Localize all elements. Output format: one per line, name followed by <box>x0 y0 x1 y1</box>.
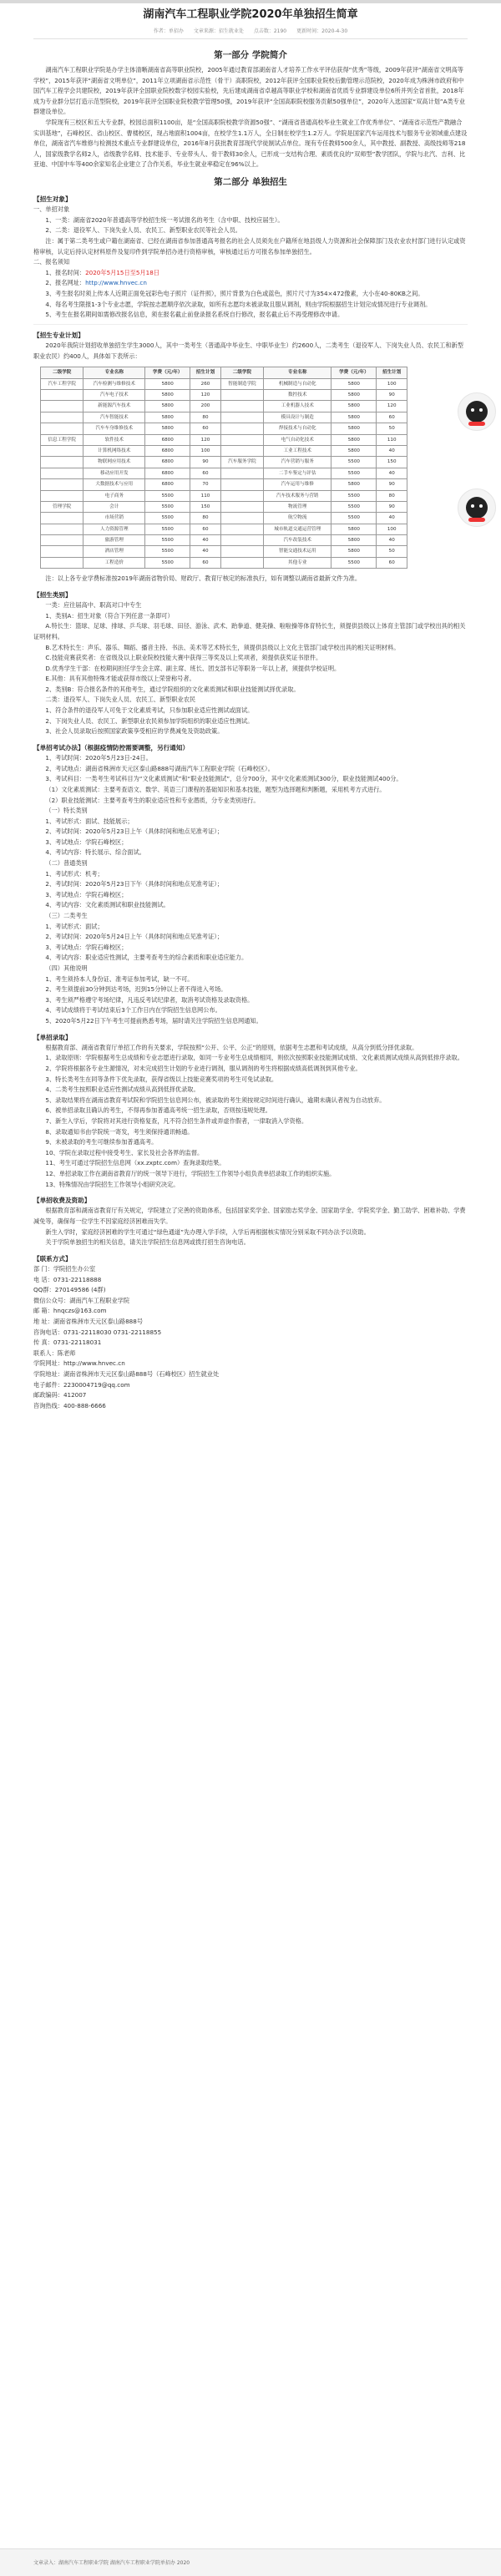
exam-line: 4、考试成绩将于考试结束后3个工作日内在学院招生信息网公布。 <box>45 1006 221 1015</box>
table-cell: 6800 <box>145 468 190 478</box>
table-cell <box>220 390 263 401</box>
table-cell: 智能制造学院 <box>220 378 263 389</box>
exam-line: 2、考生须提前30分钟到达考场，迟到15分钟以上者不得进入考场。 <box>45 985 227 994</box>
admission-text <box>33 1043 468 1190</box>
table-cell: 60 <box>190 423 220 434</box>
exam-line: 1、考生须持本人身份证、准考证参加考试，缺一不可。 <box>45 974 194 983</box>
section-title-category: 【招生类别】 <box>33 590 72 599</box>
table-cell: 5500 <box>145 524 190 534</box>
reg-time-label: 1、报名时间： <box>45 268 86 276</box>
admission-line: 根据教育部、湖南省教育厅单招工作的有关要求，学院按照“公开、公平、公正”的原则，依据考生志愿和考试成绩，从高分到低分择优录取。 <box>45 1043 418 1051</box>
table-cell: 智能交通技术运用 <box>264 546 331 557</box>
table-row <box>41 479 407 490</box>
table-row <box>41 378 407 389</box>
exam-line: （2）职业技能测试：主要考查考生的职业适应性和专业潜质，分专业类别进行。 <box>45 796 260 804</box>
exam-line: 3、考试地点：学院石峰校区； <box>45 838 128 846</box>
meta-source: 文章来源：招生就业处 <box>193 28 244 34</box>
category-line: 2、下岗失业人员、农民工、新型职业农民须参加学院组织的职业适应性测试。 <box>45 716 254 725</box>
table-cell: 汽车运用与维修 <box>264 479 331 490</box>
table-cell <box>220 535 263 546</box>
fees-line: 根据教育部和湖南省教育厅有关规定，学院建立了完善的资助体系，包括国家奖学金、国家励志奖学金、国家助学金、学院奖学金、勤工助学、困难补助、学费减免等，确保每一位学生不因家庭经济困难而失学。 <box>33 1207 466 1226</box>
table-cell <box>220 412 263 423</box>
contact-line: 学院网址：http://www.hnvec.cn <box>33 1359 125 1368</box>
table-cell: 6800 <box>145 445 190 456</box>
table-cell: 90 <box>377 479 407 490</box>
table-cell: 5800 <box>331 524 377 534</box>
category-line: 1、符合条件的退役军人可免于文化素质考试，只参加职业适应性测试或面试。 <box>45 706 254 715</box>
admission-line: 11、考生可通过学院招生信息网（xx.zxptc.com）查询录取结果。 <box>45 1159 225 1167</box>
table-cell <box>220 513 263 524</box>
table-row <box>41 513 407 524</box>
col-header: 学费（元/年） <box>145 367 190 378</box>
category-text <box>33 600 468 737</box>
table-cell: 40 <box>190 546 220 557</box>
mascot-icon <box>466 401 488 423</box>
mascot-icon <box>466 497 488 519</box>
body-text: 2020年我院计划招收单独招生学生3000人，其中一类考生（普通高中毕业生、中职毕业生）约2600人，二类考生（退役军人、下岗失业人员、农民工和新型职业农民）约400人，具体如下表所示： <box>33 342 463 360</box>
admission-line: 4、二类考生按照职业适应性测试成绩从高到低择优录取。 <box>45 1086 200 1094</box>
table-cell: 5800 <box>331 479 377 490</box>
contact-line: 微信公众号：湖南汽车工程职业学院 <box>33 1296 130 1304</box>
table-cell: 5500 <box>145 535 190 546</box>
table-cell: 汽车电子技术 <box>84 390 145 401</box>
table-cell: 5800 <box>145 401 190 412</box>
table-cell: 50 <box>377 546 407 557</box>
exam-line: （二）普通类别 <box>45 859 88 868</box>
table-cell <box>220 557 263 568</box>
contact-line: 地 址：湖南省株洲市天元区泰山路888号 <box>33 1318 144 1326</box>
fees-line: 关于学院单独招生的相关信息，请关注学院招生信息网或拨打招生咨询电话。 <box>45 1238 250 1247</box>
exam-line: 1、考试形式：机考； <box>45 869 104 878</box>
table-cell: 会计 <box>84 501 145 512</box>
table-cell: 汽车服务学院 <box>220 457 263 468</box>
admission-line: 13、特殊情况由学院招生工作领导小组研究决定。 <box>45 1180 180 1188</box>
table-cell: 软件技术 <box>84 434 145 445</box>
table-cell: 5500 <box>331 468 377 478</box>
table-cell: 汽车技术服务与营销 <box>264 490 331 501</box>
table-cell: 管理学院 <box>41 501 84 512</box>
exam-line: 2、考试时间：2020年5月23日上午（具体时间和地点见准考证）； <box>45 827 224 836</box>
table-cell: 5800 <box>331 423 377 434</box>
sub-heading: 二、报名须知 <box>33 258 70 266</box>
meta-views: 点击数：2190 <box>253 28 287 34</box>
category-line: C.技能竞赛获奖者：在省级及以上职业院校技能大赛中获得三等奖及以上奖项者，须提供获奖证书原件。 <box>45 654 322 662</box>
table-cell: 100 <box>377 524 407 534</box>
table-body <box>41 378 407 569</box>
reg-url-link[interactable]: http://www.hnvec.cn <box>85 279 147 287</box>
contact-line: QQ群：270149586 (4群) <box>33 1286 106 1294</box>
table-cell: 5800 <box>331 378 377 389</box>
table-cell: 40 <box>190 535 220 546</box>
table-cell: 5800 <box>145 423 190 434</box>
table-cell: 旅游管理 <box>84 535 145 546</box>
section-title-admission: 【单招录取】 <box>33 1033 72 1041</box>
table-cell: 5800 <box>331 445 377 456</box>
contact-line: 学院地址：湖南省株洲市天元区泰山路888号（石峰校区）招生就业处 <box>33 1370 220 1379</box>
table-cell: 110 <box>190 490 220 501</box>
table-cell <box>220 490 263 501</box>
table-cell: 市场营销 <box>84 513 145 524</box>
table-row <box>41 445 407 456</box>
category-line: D.优秀学生干部：在校期间担任学生会主席、副主席、班长、团支部书记等职务一年以上者，须提供学校证明。 <box>45 664 341 672</box>
table-cell: 80 <box>377 490 407 501</box>
body-text: 3、考生报名时须上传本人近期正面免冠彩色电子照片（证件照），照片背景为白色或蓝色，照片尺寸为354×472像素，大小在40-80KB之间。 <box>45 289 424 297</box>
table-cell: 5500 <box>145 513 190 524</box>
table-cell <box>41 468 84 478</box>
table-cell <box>220 434 263 445</box>
table-cell: 二手车鉴定与评估 <box>264 468 331 478</box>
contact-line: 咨询热线：400-888-6666 <box>33 1401 106 1409</box>
table-note: 注：以上各专业学费标准按2019年湖南省物价局、财政厅、教育厅核定的标准执行，如有调整以湖南省最新文件为准。 <box>45 574 362 583</box>
table-cell: 工业机器人技术 <box>264 401 331 412</box>
table-cell <box>220 501 263 512</box>
fees-line: 新生入学时，家庭经济困难的学生可通过“绿色通道”先办理入学手续，入学后再根据核实情况分别采取不同办法予以资助。 <box>45 1227 370 1236</box>
table-cell: 120 <box>377 401 407 412</box>
table-cell: 40 <box>377 445 407 456</box>
table-row <box>41 423 407 434</box>
table-cell <box>220 401 263 412</box>
table-cell <box>220 423 263 434</box>
table-cell: 260 <box>190 378 220 389</box>
body-text: 1、一类：湖南省2020年普通高等学校招生统一考试报名的考生（含中职、技校应届生）。 <box>45 215 284 224</box>
table-cell <box>41 401 84 412</box>
table-cell: 5800 <box>331 390 377 401</box>
table-cell: 5500 <box>331 490 377 501</box>
table-cell: 5500 <box>145 501 190 512</box>
table-cell: 5800 <box>331 412 377 423</box>
article-body <box>33 43 468 2548</box>
contact-line: 传 真：0731-22118031 <box>33 1339 102 1347</box>
col-header: 学费（元/年） <box>331 367 377 378</box>
table-row <box>41 490 407 501</box>
table-cell <box>220 468 263 478</box>
table-cell: 机械制造与自动化 <box>264 378 331 389</box>
table-cell <box>41 557 84 568</box>
admission-line: 6、被单招录取且确认的考生，不得再参加普通高考统一招生录取，否则按违规处理。 <box>45 1106 271 1115</box>
admission-line: 1、录取原则：学院根据考生总成绩和专业志愿进行录取，如同一专业考生总成绩相同，则依次按照职业技能测试成绩、文化素质测试成绩从高到低排序录取。 <box>45 1054 463 1062</box>
exam-line: 3、考试地点：学院石峰校区； <box>45 890 128 898</box>
table-row <box>41 390 407 401</box>
exam-text <box>33 753 468 1026</box>
table-cell: 酒店管理 <box>84 546 145 557</box>
table-cell: 60 <box>190 468 220 478</box>
table-cell: 大数据技术与应用 <box>84 479 145 490</box>
category-line: 二类：退役军人、下岗失业人员、农民工、新型职业农民 <box>45 696 196 704</box>
table-cell <box>41 535 84 546</box>
admission-line: 5、录取结果将在湖南省教育考试院和学院招生信息网公布，被录取的考生须按规定时间进行确认，逾期未确认者视为自动放弃。 <box>45 1096 386 1104</box>
col-header: 二级学院 <box>41 367 84 378</box>
table-row <box>41 546 407 557</box>
exam-line: 2、考试时间：2020年5月24日上午（具体时间和地点见准考证）； <box>45 933 224 941</box>
reg-url-label: 2、报名网址： <box>45 279 86 287</box>
table-cell: 5500 <box>331 457 377 468</box>
body-text: 4、每名考生限报1-3个专业志愿，学院按志愿顺序依次录取，如所有志愿均未被录取且服从调剂，则由学院根据招生计划完成情况进行专业调剂。 <box>45 300 432 308</box>
table-cell: 70 <box>190 479 220 490</box>
table-cell: 5500 <box>145 490 190 501</box>
exam-line: 3、考试科目：一类考生考试科目为“文化素质测试”和“职业技能测试”，总分700分，其中文化素质测试300分，职业技能测试400分。 <box>45 775 402 783</box>
col-header: 专业名称 <box>84 367 145 378</box>
table-cell <box>41 546 84 557</box>
body-text: 注：属于第二类考生或户籍在湖南省、已经在湖南省参加普通高考报名的社会人员须先在户籍所在地县级人力资源和社会保障部门及农业农村部门进行认定或资格审核，认定后持认定材料原件及复印件到学院单招办进行资格审核，审核通过后方可报名参加单独招生。 <box>33 237 466 256</box>
table-cell: 60 <box>190 524 220 534</box>
table-cell: 电子商务 <box>84 490 145 501</box>
plan-table <box>40 367 407 569</box>
table-row <box>41 535 407 546</box>
exam-line: 1、考试形式：面试； <box>45 922 104 930</box>
table-cell: 新能源汽车技术 <box>84 401 145 412</box>
table-cell: 焊接技术与自动化 <box>264 423 331 434</box>
divider <box>33 324 468 325</box>
exam-line: 5、2020年5月22日下午考生可提前熟悉考场，届时请关注学院招生信息网通知。 <box>45 1016 262 1025</box>
table-cell <box>41 513 84 524</box>
table-cell: 5800 <box>331 535 377 546</box>
body-text: 5、考生在报名期间如需修改报名信息，须在报名截止前登录报名系统自行修改，报名截止后不再受理修改申请。 <box>45 311 344 319</box>
section-title-contact: 【联系方式】 <box>33 1254 72 1263</box>
category-line: 1、类别A：招生对象（符合下列任意一条即可） <box>45 611 174 620</box>
table-row <box>41 557 407 568</box>
col-header: 二级学院 <box>220 367 263 378</box>
meta-updated: 更新时间：2020-4-30 <box>296 28 348 34</box>
table-row <box>41 457 407 468</box>
table-cell: 5800 <box>145 412 190 423</box>
admission-line: 3、特长类考生在同等条件下优先录取，获得省级以上技能竞赛奖项的考生可免试录取。 <box>45 1075 278 1083</box>
section-title-fees: 【单招收费及资助】 <box>33 1197 91 1205</box>
header-divider <box>33 38 468 39</box>
table-cell: 60 <box>377 412 407 423</box>
exam-line: 3、考试地点：学院石峰校区； <box>45 943 128 951</box>
article-title: 湖南汽车工程职业学院2020年单独招生简章 <box>143 8 358 21</box>
table-cell: 电气自动化技术 <box>264 434 331 445</box>
col-header: 专业名称 <box>264 367 331 378</box>
table-cell: 120 <box>190 434 220 445</box>
part-one-title: 第一部分 学院简介 <box>214 50 287 60</box>
table-cell: 人力资源管理 <box>84 524 145 534</box>
table-cell: 150 <box>190 501 220 512</box>
table-row <box>41 468 407 478</box>
table-cell: 6800 <box>145 479 190 490</box>
table-cell: 6800 <box>145 457 190 468</box>
table-cell: 5800 <box>331 546 377 557</box>
table-cell: 60 <box>377 557 407 568</box>
page-footer: 文章录入：湖南汽车工程职业学院 湖南汽车工程职业学院单招办 2020 <box>0 2548 501 2576</box>
table-cell: 信息工程学院 <box>41 434 84 445</box>
category-line: E.其他：具有其他特殊才能或获得市级以上荣誉称号者。 <box>45 675 195 683</box>
table-cell: 5800 <box>331 401 377 412</box>
table-cell: 计算机网络技术 <box>84 445 145 456</box>
contact-line: 联系人：陈老师 <box>33 1349 76 1357</box>
table-cell: 汽车工程学院 <box>41 378 84 389</box>
table-cell: 40 <box>377 535 407 546</box>
table-cell: 90 <box>377 390 407 401</box>
table-cell: 40 <box>377 513 407 524</box>
table-row <box>41 524 407 534</box>
table-cell: 90 <box>377 501 407 512</box>
table-cell: 5800 <box>331 434 377 445</box>
table-cell: 汽车智能技术 <box>84 412 145 423</box>
table-cell: 80 <box>190 513 220 524</box>
contact-line: 咨询电话：0731-22118030 0731-22118855 <box>33 1328 162 1336</box>
table-row <box>41 412 407 423</box>
reg-time-value: 2020年5月15日至5月18日 <box>85 268 159 276</box>
intro-paragraph: 学院现有三校区和五大专业群，校园总面积1100亩，是“全国高职院校教学资源50强”、“湖南省普通高校毕业生就业工作优秀单位”、“湖南省示范性产教融合实训基地”，石峰校区、省山校区、曹楼校区，现占地面积1004亩，在校学生1.1万人，全日制在校学生1.2万人。学院是国家汽车运用技术与服务专业领域重点建设单位，湖南省汽车维修与检测技术重点专业群建设单位，2016年8月获批教育部现代学徒制试点单位。现有专任教师500余人，其中教授、副教授、高级技师等218人，国家级教学名师2人，省级教学名师、技术能手、专业带头人、骨干教师30余人，已形成一支结构合理、素质优良的“双师型”教学团队，学院与北汽、吉利、比亚迪、中国中车等400余家知名企业建立了合作关系，毕业生就业率稳定在96%以上。 <box>33 118 468 169</box>
table-cell <box>41 412 84 423</box>
table-cell <box>220 445 263 456</box>
table-cell: 5500 <box>145 557 190 568</box>
article-meta <box>33 27 468 37</box>
section-title-recruit-target: 【招生对象】 <box>33 195 72 203</box>
table-cell: 航空物流 <box>264 513 331 524</box>
body-text <box>33 268 468 279</box>
table-cell: 移动应用开发 <box>84 468 145 478</box>
body-text: 2、二类：退役军人、下岗失业人员、农民工、新型职业农民等社会人员。 <box>45 226 241 235</box>
table-cell: 汽车营销与服务 <box>264 457 331 468</box>
table-row <box>41 501 407 512</box>
table-cell: 200 <box>190 401 220 412</box>
table-cell: 数控技术 <box>264 390 331 401</box>
table-cell <box>41 390 84 401</box>
exam-line: （三）二类考生 <box>45 912 88 920</box>
admission-line: 9、未被录取的考生可继续参加普通高考。 <box>45 1138 158 1146</box>
exam-line: 2、考试时间：2020年5月23日下午（具体时间和地点见准考证）； <box>45 880 224 888</box>
exam-line: 4、考试内容：特长展示、综合面试。 <box>45 848 145 857</box>
table-cell: 工业工程技术 <box>264 445 331 456</box>
category-line: 一类：应往届高中、职高对口中专生 <box>45 601 142 610</box>
qr-code-icon[interactable] <box>458 392 496 431</box>
admission-line: 7、新生入学后，学院将对其进行资格复查，凡不符合招生条件或弄虚作假者，一律取消入学资格。 <box>45 1117 308 1125</box>
contact-line: 邮 箱：hnqczs@163.com <box>33 1307 107 1315</box>
table-cell: 100 <box>377 378 407 389</box>
intro-paragraph: 湖南汽车工程职业学院是办学主体清晰湖南省高等职业院校，2005年通过教育部湖南省人才培养工作水平评估获得“优秀”等级，2009年获评“湖南省文明高等学校”，2015年获评“湖南省文明单位”，2011年立项湖南省示范性（骨干）高职院校，2012年获评全国职业院校后勤管理示范院校，2020年成为株洲市政府和中国汽车工程学会共建院校，2019年获评全国职业院校数字校园实验校，先后建成湖南省卓越高等职业学校和湖南省优质专业群建设单位6所并列全省首批，2018年成为专业群分层打造示范型院校，2019年获评全国职业院校教学管理50强，2019年获评“全国高职院校服务贡献50强单位”，2020年入选国家“双高计划”A类专业群建设单位。 <box>33 66 466 116</box>
table-cell: 50 <box>377 423 407 434</box>
meta-author: 作者：单招办 <box>153 28 184 34</box>
exam-line: （一）特长类别 <box>45 807 88 815</box>
admission-line: 12、单招录取工作在湖南省教育厅的统一领导下进行，学院招生工作领导小组负责单招录取工作的组织实施。 <box>45 1169 336 1177</box>
category-line: A.特长生：篮球、足球、排球、乒乓球、羽毛球、田径、游泳、武术、跆拳道、健美操、啦啦操等体育特长生，须提供县级以上体育主管部门或学校出具的相关证明材料。 <box>33 622 466 640</box>
table-cell <box>41 479 84 490</box>
table-cell <box>220 524 263 534</box>
table-cell: 5800 <box>145 378 190 389</box>
table-cell: 5500 <box>145 546 190 557</box>
table-cell: 100 <box>190 445 220 456</box>
table-cell: 80 <box>190 412 220 423</box>
contact-line: 电 话：0731-22118888 <box>33 1275 102 1283</box>
category-line: 3、社会人员录取后按照国家政策享受相应的学费减免及资助政策。 <box>45 727 224 736</box>
table-cell <box>41 490 84 501</box>
qr-code-icon[interactable] <box>458 488 496 527</box>
table-cell: 40 <box>377 468 407 478</box>
table-cell <box>41 445 84 456</box>
table-cell: 110 <box>377 434 407 445</box>
table-cell: 汽车车身维修技术 <box>84 423 145 434</box>
table-cell: 60 <box>190 557 220 568</box>
table-cell: 150 <box>377 457 407 468</box>
table-cell <box>41 524 84 534</box>
article-header <box>33 7 468 37</box>
table-cell <box>41 457 84 468</box>
table-cell: 物流管理 <box>264 501 331 512</box>
exam-line: 4、考试内容：职业适应性测试，主要考查考生的综合素质和职业适应能力。 <box>45 954 248 962</box>
section-title-plan: 【招生专业计划】 <box>33 331 84 339</box>
table-cell: 5500 <box>331 513 377 524</box>
category-line: 2、类别B：符合报名条件的其他考生，通过学院组织的文化素质测试和职业技能测试择优录取。 <box>45 685 300 693</box>
sub-heading: 一、单招对象 <box>33 205 70 214</box>
table-cell: 汽车检测与维修技术 <box>84 378 145 389</box>
table-cell <box>220 546 263 557</box>
admission-line: 10、学院在录取过程中接受考生、家长及社会各界的监督。 <box>45 1148 204 1156</box>
exam-line: 3、考生须严格遵守考场纪律，凡违反考试纪律者，取消考试资格及录取资格。 <box>45 995 254 1004</box>
contact-line: 电子邮件：2230004719@qq.com <box>33 1380 130 1389</box>
fees-text <box>33 1206 468 1248</box>
table-cell: 模具设计与制造 <box>264 412 331 423</box>
table-cell: 90 <box>190 457 220 468</box>
table-row <box>41 434 407 445</box>
contact-block <box>33 1264 468 1411</box>
table-cell: 工程造价 <box>84 557 145 568</box>
table-row <box>41 401 407 412</box>
col-header: 招生计划 <box>377 367 407 378</box>
category-line: B.艺术特长生：声乐、器乐、舞蹈、播音主持、书法、美术等艺术特长生，须提供县级以上文化主管部门或学校出具的相关证明材料。 <box>45 643 400 651</box>
table-cell: 120 <box>190 390 220 401</box>
admission-line: 8、录取通知书由学院统一寄发，考生须保持通讯畅通。 <box>45 1127 194 1136</box>
table-header-row <box>41 367 407 378</box>
table-cell <box>220 479 263 490</box>
table-cell: 5800 <box>145 390 190 401</box>
top-strip <box>0 0 501 3</box>
exam-line: 1、考试形式：面试、技能展示； <box>45 817 134 825</box>
table-cell: 5500 <box>331 557 377 568</box>
contact-line: 部 门：学院招生办公室 <box>33 1265 96 1273</box>
table-cell: 物联网应用技术 <box>84 457 145 468</box>
exam-line: （四）其他说明 <box>45 964 88 972</box>
table-cell: 其他专业 <box>264 557 331 568</box>
exam-line: （1）文化素质测试：主要考查语文、数学、英语三门课程的基础知识和基本技能，题型为选择题和判断题，采用机考方式进行。 <box>45 785 386 793</box>
table-cell <box>41 423 84 434</box>
table-cell: 汽车改装技术 <box>264 535 331 546</box>
admission-line: 2、学院将根据各专业生源情况，对未完成招生计划的专业进行调剂，服从调剂的考生将根据成绩高低调剂到其他专业。 <box>45 1065 362 1073</box>
exam-line: 1、考试时间：2020年5月23日-24日。 <box>45 754 152 762</box>
col-header: 招生计划 <box>190 367 220 378</box>
part-two-title: 第二部分 单独招生 <box>214 176 287 187</box>
body-text <box>33 278 468 289</box>
exam-line: 2、考试地点：湖南省株洲市天元区泰山路888号湖南汽车工程职业学院（石峰校区）。 <box>45 764 274 772</box>
table-cell: 5500 <box>331 501 377 512</box>
contact-line: 邮政编码：412007 <box>33 1391 87 1399</box>
table-cell: 城市轨道交通运营管理 <box>264 524 331 534</box>
section-title-exam: 【单招考试办法】（根据疫情防控需要调整，另行通知） <box>33 743 190 752</box>
table-cell: 6800 <box>145 434 190 445</box>
exam-line: 4、考试内容：文化素质测试和职业技能测试。 <box>45 901 170 909</box>
